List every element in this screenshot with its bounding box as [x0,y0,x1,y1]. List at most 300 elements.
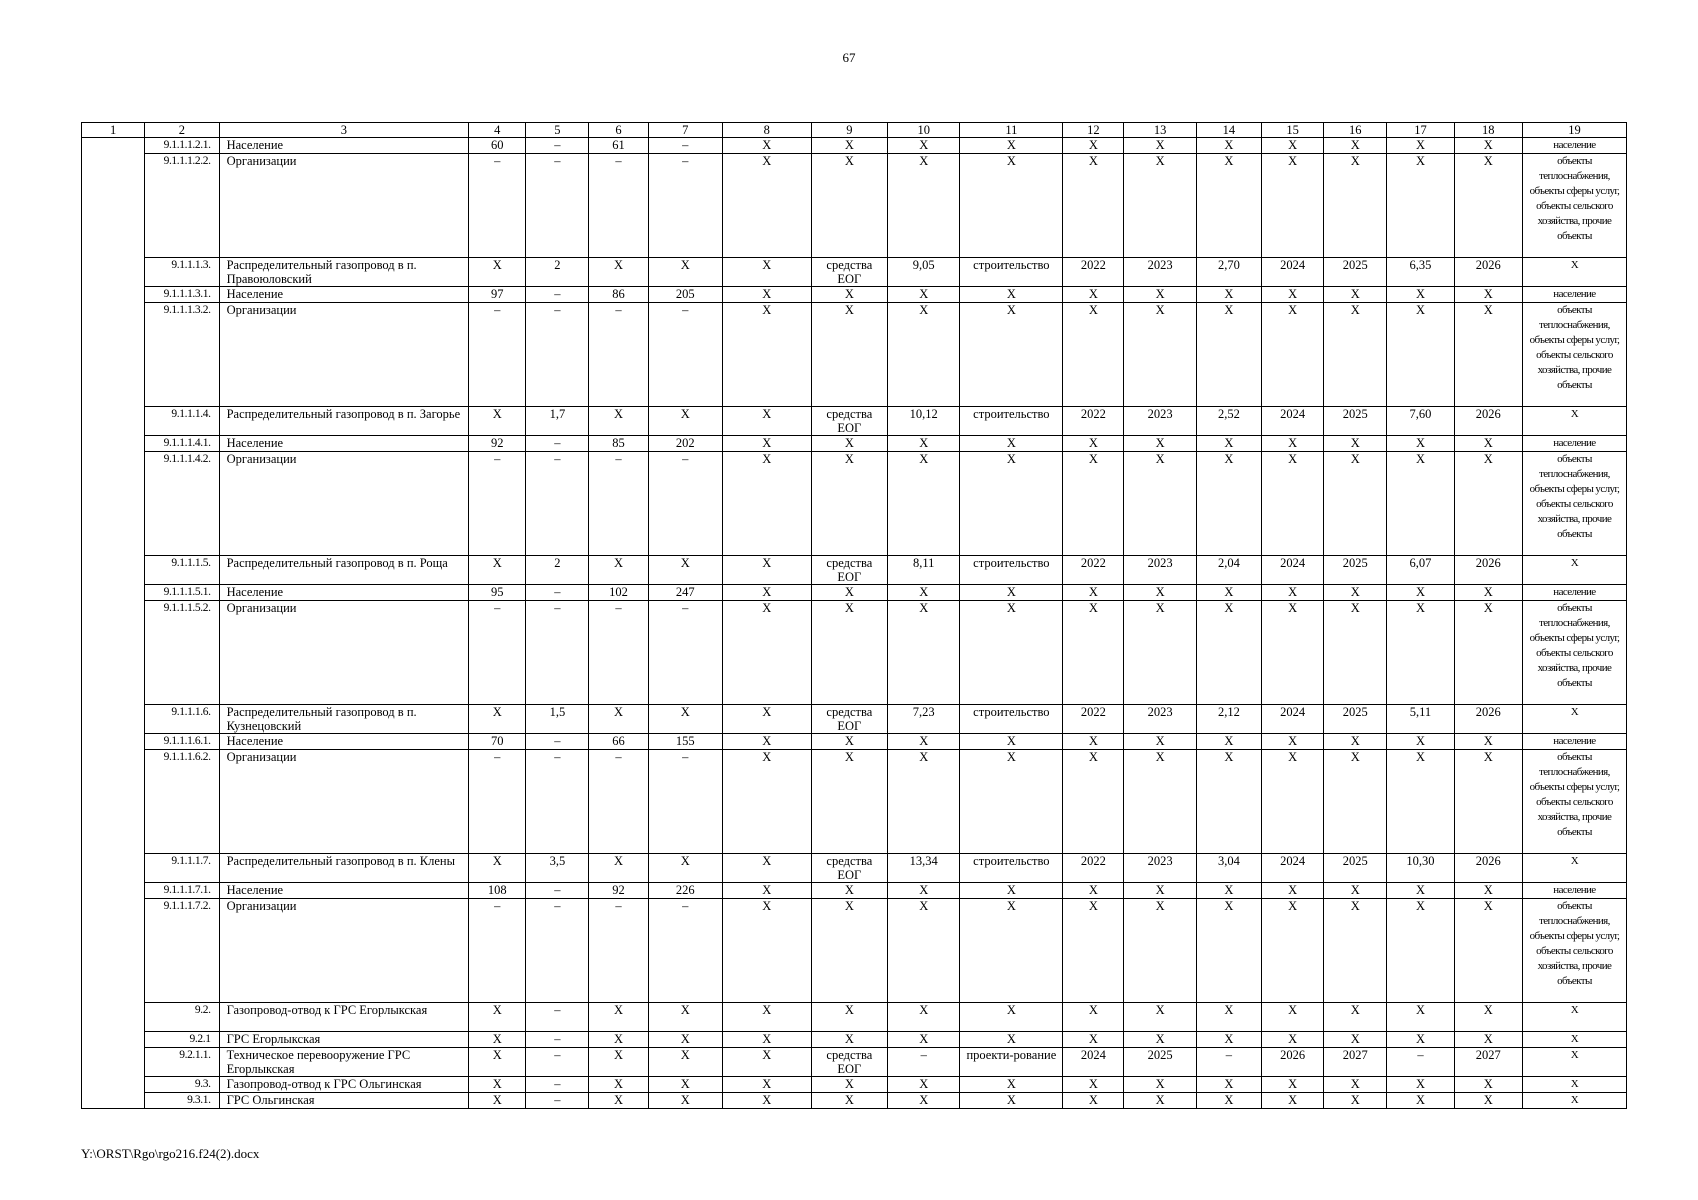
value-cell: X [1196,601,1261,705]
value-cell: – [526,1077,589,1093]
value-cell: 2025 [1324,407,1387,436]
item-number-cell: 9.2.1 [145,1032,219,1048]
value-cell: X [469,854,526,883]
value-cell: X [960,750,1063,854]
value-cell: X [722,899,811,1003]
value-cell: X [1196,1093,1261,1109]
value-cell: 2022 [1063,407,1124,436]
value-cell: 10,30 [1387,854,1454,883]
value-cell: X [589,258,648,287]
value-cell: X [1196,436,1261,452]
value-cell: X [1196,452,1261,556]
value-cell: X [1387,1003,1454,1032]
value-cell: X [1324,734,1387,750]
value-cell: X [1262,734,1324,750]
value-cell: 2025 [1124,1048,1196,1077]
item-name-cell: Организации [219,154,469,258]
column-number-header: 16 [1324,123,1387,138]
value-cell: X [960,883,1063,899]
page-number: 67 [842,50,856,65]
value-cell: X [648,1048,722,1077]
value-cell: – [648,303,722,407]
item-number-cell: 9.1.1.1.4.1. [145,436,219,452]
value-cell: средства ЕОГ [811,407,887,436]
value-cell: X [960,601,1063,705]
value-cell: – [589,154,648,258]
value-cell: X [1124,287,1196,303]
value-cell: 2022 [1063,556,1124,585]
value-cell: X [469,1077,526,1093]
consumer-category-cell: население [1522,138,1626,154]
value-cell: X [1262,1077,1324,1093]
value-cell: X [811,585,887,601]
value-cell: – [526,883,589,899]
value-cell: X [1262,154,1324,258]
value-cell: X [648,258,722,287]
value-cell: X [1454,452,1522,556]
value-cell: X [888,303,960,407]
table-row [82,1003,1627,1032]
value-cell: X [722,407,811,436]
value-cell: X [1324,1093,1387,1109]
value-cell: X [648,1003,722,1032]
value-cell: X [1387,154,1454,258]
value-cell: X [1324,883,1387,899]
value-cell: X [1262,585,1324,601]
value-cell: X [811,734,887,750]
value-cell: 2025 [1324,705,1387,734]
table-row [82,705,1627,734]
consumer-category-cell: объекты теплоснабжения, объекты сферы услуг, объекты сельского хозяйства, прочие объекты [1522,750,1626,854]
value-cell: – [589,601,648,705]
column-number-header: 4 [469,123,526,138]
table-row [82,303,1627,407]
value-cell: X [811,1093,887,1109]
value-cell: – [526,734,589,750]
item-number-cell: 9.1.1.1.6.2. [145,750,219,854]
item-name-cell: Население [219,138,469,154]
value-cell: X [1454,303,1522,407]
value-cell: X [1324,287,1387,303]
value-cell: X [1063,585,1124,601]
item-number-cell: 9.1.1.1.5.2. [145,601,219,705]
value-cell: X [1262,899,1324,1003]
item-name-cell: Население [219,287,469,303]
value-cell: X [888,601,960,705]
value-cell: X [1196,899,1261,1003]
value-cell: X [1387,899,1454,1003]
value-cell: X [1124,601,1196,705]
value-cell: X [469,705,526,734]
consumer-category-cell: X [1522,1048,1626,1077]
item-name-cell: Население [219,883,469,899]
value-cell: X [1387,303,1454,407]
value-cell: X [811,883,887,899]
value-cell: X [722,1048,811,1077]
value-cell: X [1387,138,1454,154]
value-cell: X [1262,750,1324,854]
value-cell: X [1196,585,1261,601]
value-cell: X [1387,750,1454,854]
value-cell: X [888,138,960,154]
value-cell: X [722,883,811,899]
value-cell: X [960,734,1063,750]
value-cell: – [526,138,589,154]
consumer-category-cell: X [1522,1003,1626,1032]
value-cell: – [648,452,722,556]
value-cell: X [722,138,811,154]
item-number-cell: 9.1.1.1.5. [145,556,219,585]
table-row [82,1032,1627,1048]
value-cell: X [722,1003,811,1032]
value-cell: X [722,734,811,750]
value-cell: средства ЕОГ [811,1048,887,1077]
value-cell: – [648,601,722,705]
value-cell: 2023 [1124,556,1196,585]
value-cell: X [1262,601,1324,705]
value-cell: X [888,1077,960,1093]
value-cell: X [589,1077,648,1093]
value-cell: 2,70 [1196,258,1261,287]
value-cell: X [1262,1003,1324,1032]
table-row [82,585,1627,601]
value-cell: X [1124,750,1196,854]
value-cell: 70 [469,734,526,750]
value-cell: X [811,1032,887,1048]
value-cell: X [1324,750,1387,854]
value-cell: X [1196,154,1261,258]
value-cell: X [960,1077,1063,1093]
value-cell: X [1196,287,1261,303]
value-cell: X [960,138,1063,154]
value-cell: – [526,154,589,258]
value-cell: X [648,705,722,734]
table-row [82,883,1627,899]
value-cell: X [1387,734,1454,750]
value-cell: X [811,436,887,452]
value-cell: X [1387,436,1454,452]
value-cell: X [1324,601,1387,705]
value-cell: 2,04 [1196,556,1261,585]
value-cell: 2027 [1454,1048,1522,1077]
value-cell: 2026 [1454,556,1522,585]
value-cell: X [811,601,887,705]
value-cell: – [648,154,722,258]
value-cell: 2025 [1324,258,1387,287]
value-cell: X [1196,1077,1261,1093]
value-cell: средства ЕОГ [811,258,887,287]
value-cell: X [589,1048,648,1077]
value-cell: X [589,1003,648,1032]
value-cell: X [1063,899,1124,1003]
value-cell: 2025 [1324,556,1387,585]
value-cell: 2025 [1324,854,1387,883]
column-number-header: 7 [648,123,722,138]
value-cell: X [589,1032,648,1048]
value-cell: 97 [469,287,526,303]
value-cell: средства ЕОГ [811,705,887,734]
consumer-category-cell: X [1522,258,1626,287]
value-cell: – [888,1048,960,1077]
value-cell: 1,5 [526,705,589,734]
value-cell: X [1196,750,1261,854]
item-number-cell: 9.1.1.1.7.2. [145,899,219,1003]
value-cell: – [648,899,722,1003]
column-number-header: 18 [1454,123,1522,138]
value-cell: X [1196,138,1261,154]
value-cell: 202 [648,436,722,452]
consumer-category-cell: X [1522,1093,1626,1109]
value-cell: – [526,601,589,705]
value-cell: X [811,750,887,854]
value-cell: X [1063,436,1124,452]
value-cell: 1,7 [526,407,589,436]
value-cell: X [888,899,960,1003]
value-cell: X [1454,883,1522,899]
item-number-cell: 9.1.1.1.3.1. [145,287,219,303]
value-cell: X [811,899,887,1003]
value-cell: X [1124,585,1196,601]
value-cell: 2022 [1063,258,1124,287]
value-cell: X [1124,154,1196,258]
item-name-cell: Распределительный газопровод в п. Загорье [219,407,469,436]
value-cell: X [888,734,960,750]
value-cell: X [1454,750,1522,854]
value-cell: 60 [469,138,526,154]
value-cell: 205 [648,287,722,303]
value-cell: X [1324,436,1387,452]
value-cell: X [960,303,1063,407]
value-cell: 2026 [1454,854,1522,883]
item-name-cell: Распределительный газопровод в п. Роща [219,556,469,585]
value-cell: X [960,436,1063,452]
value-cell: X [1124,452,1196,556]
value-cell: X [1454,899,1522,1003]
value-cell: 61 [589,138,648,154]
value-cell: средства ЕОГ [811,854,887,883]
value-cell: X [1262,452,1324,556]
column-number-header: 3 [219,123,469,138]
item-name-cell: Распределительный газопровод в п. Клены [219,854,469,883]
value-cell: 2023 [1124,854,1196,883]
value-cell: – [469,899,526,1003]
value-cell: 92 [589,883,648,899]
column-number-header: 17 [1387,123,1454,138]
value-cell: X [1387,601,1454,705]
value-cell: 5,11 [1387,705,1454,734]
consumer-category-cell: население [1522,585,1626,601]
item-name-cell: Газопровод-отвод к ГРС Ольгинская [219,1077,469,1093]
value-cell: X [722,287,811,303]
value-cell: X [722,258,811,287]
value-cell: 2023 [1124,407,1196,436]
column-number-header: 13 [1124,123,1196,138]
value-cell: 247 [648,585,722,601]
value-cell: X [960,154,1063,258]
value-cell: – [589,899,648,1003]
consumer-category-cell: X [1522,854,1626,883]
value-cell: – [526,303,589,407]
value-cell: – [526,436,589,452]
value-cell: X [960,287,1063,303]
value-cell: – [526,750,589,854]
value-cell: проекти-рование [960,1048,1063,1077]
value-cell: X [469,1048,526,1077]
value-cell: X [1454,585,1522,601]
value-cell: X [1063,287,1124,303]
column-number-header: 12 [1063,123,1124,138]
value-cell: X [1124,303,1196,407]
value-cell: X [1063,154,1124,258]
value-cell: X [1196,1032,1261,1048]
value-cell: X [960,585,1063,601]
value-cell: X [1063,883,1124,899]
value-cell: X [1063,1077,1124,1093]
value-cell: 92 [469,436,526,452]
value-cell: X [1454,601,1522,705]
value-cell: X [722,452,811,556]
value-cell: X [811,138,887,154]
value-cell: X [648,1032,722,1048]
value-cell: – [648,750,722,854]
item-number-cell: 9.1.1.1.4. [145,407,219,436]
table-row [82,601,1627,705]
value-cell: X [888,585,960,601]
consumer-category-cell: объекты теплоснабжения, объекты сферы услуг, объекты сельского хозяйства, прочие объекты [1522,154,1626,258]
value-cell: X [722,556,811,585]
table-row [82,154,1627,258]
table-row [82,734,1627,750]
item-name-cell: Техническое перевооружение ГРС Егорлыкская [219,1048,469,1077]
value-cell: 2026 [1454,705,1522,734]
value-cell: X [1454,287,1522,303]
value-cell: X [1063,303,1124,407]
item-name-cell: Население [219,734,469,750]
value-cell: X [1387,287,1454,303]
value-cell: 10,12 [888,407,960,436]
table-row [82,258,1627,287]
value-cell: 2024 [1262,407,1324,436]
value-cell: 7,23 [888,705,960,734]
value-cell: X [1454,1077,1522,1093]
value-cell: X [1063,601,1124,705]
value-cell: 86 [589,287,648,303]
value-cell: X [1324,1003,1387,1032]
value-cell: X [1324,1032,1387,1048]
item-name-cell: Распределительный газопровод в п. Кузнецовский [219,705,469,734]
value-cell: – [469,154,526,258]
item-name-cell: Население [219,436,469,452]
consumer-category-cell: X [1522,705,1626,734]
value-cell: X [1454,734,1522,750]
item-name-cell: Организации [219,601,469,705]
value-cell: X [1454,154,1522,258]
item-number-cell: 9.1.1.1.7. [145,854,219,883]
value-cell: X [469,258,526,287]
value-cell: X [1324,585,1387,601]
table-row [82,556,1627,585]
value-cell: X [960,1093,1063,1109]
document-path-footer: Y:\ORST\Rgo\rgo216.f24(2).docx [81,1146,260,1161]
value-cell: – [526,452,589,556]
consumer-category-cell: население [1522,883,1626,899]
consumer-category-cell: население [1522,734,1626,750]
value-cell: X [1124,883,1196,899]
value-cell: X [1454,1003,1522,1032]
value-cell: 2024 [1262,854,1324,883]
value-cell: X [888,436,960,452]
column-number-header: 6 [589,123,648,138]
value-cell: X [1196,883,1261,899]
value-cell: X [648,407,722,436]
value-cell: X [811,154,887,258]
table-row [82,899,1627,1003]
column-number-header: 14 [1196,123,1261,138]
value-cell: X [722,854,811,883]
item-number-cell: 9.3.1. [145,1093,219,1109]
item-number-cell: 9.2. [145,1003,219,1032]
consumer-category-cell: население [1522,436,1626,452]
value-cell: X [1324,899,1387,1003]
value-cell: X [960,1032,1063,1048]
value-cell: X [1262,1093,1324,1109]
column-number-header: 2 [145,123,219,138]
value-cell: X [1124,899,1196,1003]
column-number-header: 15 [1262,123,1324,138]
value-cell: X [589,854,648,883]
item-number-cell: 9.3. [145,1077,219,1093]
value-cell: 6,35 [1387,258,1454,287]
value-cell: X [648,1093,722,1109]
value-cell: 8,11 [888,556,960,585]
value-cell: – [589,303,648,407]
value-cell: X [960,452,1063,556]
value-cell: 3,5 [526,854,589,883]
value-cell: строительство [960,556,1063,585]
value-cell: X [722,601,811,705]
value-cell: X [1262,1032,1324,1048]
value-cell: X [722,1032,811,1048]
value-cell: X [1387,1077,1454,1093]
value-cell: X [469,1003,526,1032]
value-cell: X [1063,1032,1124,1048]
value-cell: 2027 [1324,1048,1387,1077]
item-name-cell: ГРС Ольгинская [219,1093,469,1109]
section-cell-empty [82,138,145,1109]
value-cell: X [722,585,811,601]
table-row [82,407,1627,436]
value-cell: 7,60 [1387,407,1454,436]
value-cell: X [1124,1003,1196,1032]
value-cell: X [722,303,811,407]
value-cell: 13,34 [888,854,960,883]
value-cell: 102 [589,585,648,601]
value-cell: X [811,1077,887,1093]
value-cell: 2024 [1262,258,1324,287]
value-cell: X [1196,1003,1261,1032]
consumer-category-cell: объекты теплоснабжения, объекты сферы услуг, объекты сельского хозяйства, прочие объекты [1522,452,1626,556]
value-cell: X [811,303,887,407]
value-cell: – [589,750,648,854]
item-name-cell: Организации [219,750,469,854]
value-cell: – [1196,1048,1261,1077]
value-cell: – [526,287,589,303]
value-cell: 2026 [1454,258,1522,287]
value-cell: X [888,750,960,854]
column-number-header: 19 [1522,123,1626,138]
value-cell: X [722,705,811,734]
value-cell: X [1454,436,1522,452]
